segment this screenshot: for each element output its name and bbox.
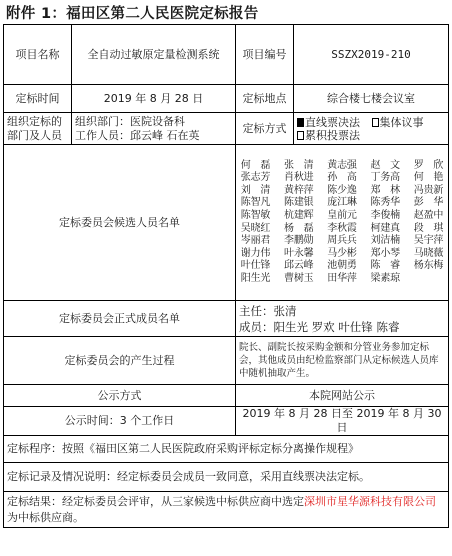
table-row <box>4 25 449 85</box>
project-name-value: 全自动过敏原定量检测系统 <box>72 25 236 85</box>
project-name-label: 项目名称 <box>4 25 72 85</box>
org-staff: 工作人员：邱云峰 石在英 <box>75 128 200 142</box>
checkbox-icon <box>297 131 304 140</box>
checkbox-icon <box>372 118 379 127</box>
list-item: 陈智敏 杭建辉 皇前元 李俊楠 赵盈中 <box>240 209 444 221</box>
list-item: 陈智凡 陈建银 庞江琳 陈秀华 彭 华 <box>240 197 444 209</box>
members-label: 定标委员会正式成员名单 <box>4 301 236 337</box>
period-label: 公示时间：3 个工作日 <box>4 407 236 436</box>
checked-box-icon <box>297 118 304 127</box>
location-label: 定标地点 <box>236 85 294 113</box>
table-row <box>4 492 449 528</box>
list-item: 阳生光 曹树玉 田华萍 梁素琼 <box>240 272 400 284</box>
record-text: 定标记录及情况说明：经定标委员会成员一致同意，采用直线票决法定标。 <box>4 463 449 492</box>
table-row <box>4 436 449 463</box>
table-row <box>4 385 449 407</box>
publicity-value: 本院网站公示 <box>236 385 449 407</box>
date-label: 定标时间 <box>4 85 72 113</box>
page-title: 附件 1：福田区第二人民医院定标报告 <box>6 6 259 22</box>
result-suffix: 为中标供应商。 <box>7 510 84 524</box>
table-row <box>4 145 449 301</box>
period-value: 2019 年 8 月 28 日至 2019 年 8 月 30 日 <box>236 407 449 436</box>
location-value: 综合楼七楼会议室 <box>294 85 449 113</box>
org-label: 组织定标的部门及人员 <box>4 113 72 145</box>
list-item: 叶仕锋 邱云峰 池朝勇 陈 睿 杨东梅 <box>240 260 444 272</box>
procedure-text: 定标程序：按照《福田区第二人民医院政府采购评标定标分离操作规程》 <box>4 436 449 463</box>
org-dept: 组织部门：医院设备科 <box>75 114 185 128</box>
method-option-vote[interactable]: 直线票决法 <box>297 116 360 129</box>
committee-members: 成员：阳生光 罗欢 叶仕锋 陈睿 <box>239 319 400 334</box>
list-item: 张志芳 肖秋进 孙 高 丁务高 何 艳 <box>240 172 444 184</box>
candidates-list <box>236 145 449 301</box>
table-row <box>4 113 449 145</box>
date-value: 2019 年 8 月 28 日 <box>72 85 236 113</box>
process-label: 定标委员会的产生过程 <box>4 337 236 385</box>
method-cell <box>294 113 449 145</box>
org-cell <box>72 113 236 145</box>
result-text <box>4 492 449 528</box>
list-item: 何 磊 张 清 黄志强 赵 文 罗 欣 <box>240 159 444 171</box>
table-row <box>4 85 449 113</box>
list-item: 吴晓红 杨 磊 李秋霞 柯建真 段 琪 <box>240 222 444 234</box>
method-label: 定标方式 <box>236 113 294 145</box>
winning-company: 深圳市星华源科技有限公司 <box>304 494 436 508</box>
calibration-report-table <box>3 24 449 528</box>
table-row <box>4 337 449 385</box>
method-option-cumulative[interactable]: 累积投票法 <box>297 129 360 142</box>
committee-chair: 主任：张清 <box>239 303 297 318</box>
result-prefix: 定标结果：经定标委员会评审，从三家候选中标供应商中选定 <box>7 494 304 508</box>
list-item: 刘 清 黄梓萍 陈少逸 郑 林 冯贵新 <box>240 184 444 196</box>
table-row <box>4 301 449 337</box>
table-row <box>4 463 449 492</box>
process-text: 院长、副院长按采购金额和分管业务参加定标会，其他成员由纪检监察部门从定标候选人员库中随机抽取产生。 <box>236 337 449 385</box>
publicity-label: 公示方式 <box>4 385 236 407</box>
project-no-value: SSZX2019-210 <box>294 25 449 85</box>
list-item: 岑丽君 李鹏勋 周兵兵 刘洁楠 吴宇萍 <box>240 235 444 247</box>
members-cell <box>236 301 449 337</box>
project-no-label: 项目编号 <box>236 25 294 85</box>
method-option-collective[interactable]: 集体议事 <box>372 116 424 129</box>
candidates-label: 定标委员会候选人员名单 <box>4 145 236 301</box>
list-item: 谢力伟 叶永馨 马少彬 郑小琴 马晓薇 <box>240 247 444 259</box>
table-row <box>4 407 449 436</box>
